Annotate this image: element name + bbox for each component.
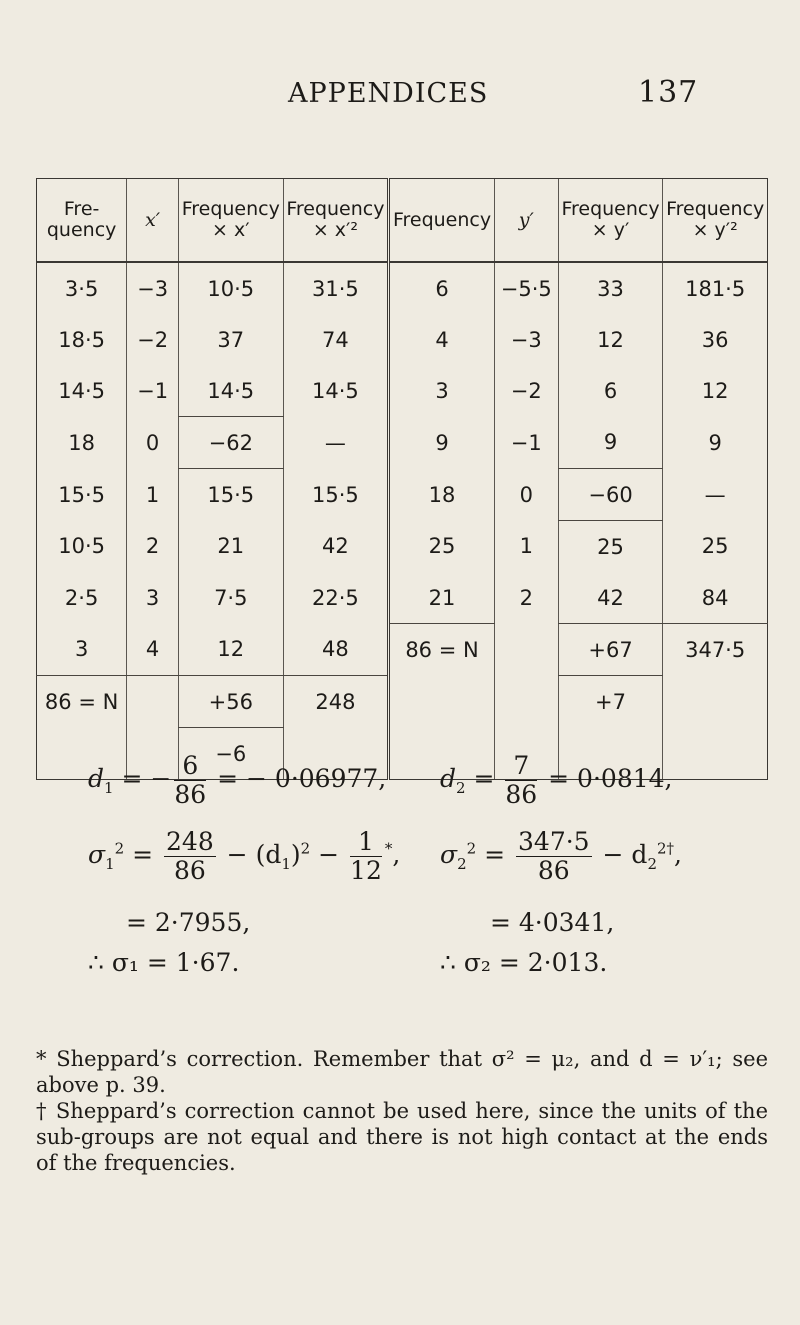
table-cell: 48 <box>283 624 389 676</box>
equation-d2: $d_2$ = $\frac{7}{86}$ = 0·0814, <box>440 751 673 809</box>
table-row <box>37 262 768 314</box>
table-cell: 3 <box>389 365 495 417</box>
equation-sigma2-result: ∴ σ₂ = 2·013. <box>440 948 608 977</box>
table-cell: 347·5 <box>663 624 768 676</box>
table-cell: 36 <box>663 314 768 365</box>
col-header-freq-times-x: Frequency × x′ <box>178 179 283 263</box>
col-header-frequency-x: Fre- quency <box>37 179 127 263</box>
col-header-freq-times-x2: Frequency × x′² <box>283 179 389 263</box>
table-cell: +7 <box>558 676 663 728</box>
table-cell: +56 <box>178 676 283 728</box>
table-cell: 37 <box>178 314 283 365</box>
table-cell: — <box>283 417 389 469</box>
footnote-marker-dagger: † <box>666 839 675 858</box>
table-cell: 15·5 <box>37 469 127 521</box>
table-cell: 10·5 <box>37 521 127 573</box>
footnote-star: * Sheppard’s correction. Remember that σ² = μ₂, and d = ν′₁; see above p. 39. <box>36 1047 768 1097</box>
table-cell: −1 <box>494 417 558 469</box>
table-cell <box>494 676 558 728</box>
table-cell: 18·5 <box>37 314 127 365</box>
table-cell: 2·5 <box>37 572 127 624</box>
table-cell: 12 <box>178 624 283 676</box>
col-header-y-prime: y′ <box>494 179 558 263</box>
table-cell: 0 <box>127 417 179 469</box>
table-row <box>37 624 768 676</box>
table-cell: −3 <box>127 262 179 314</box>
table-cell: 2 <box>127 521 179 573</box>
table-cell: 18 <box>37 417 127 469</box>
table-cell: 14·5 <box>37 365 127 417</box>
table-row <box>37 676 768 728</box>
footnote-dagger: † Sheppard’s correction cannot be used here, since the units of the sub-groups are not equal and there is not high contact at the ends of the frequencies. <box>36 1099 768 1175</box>
table-cell: 9 <box>663 417 768 469</box>
table-cell: −5·5 <box>494 262 558 314</box>
footnote-marker-star: * <box>384 839 393 858</box>
table-cell: 181·5 <box>663 262 768 314</box>
table-cell: — <box>663 469 768 521</box>
table-cell: 248 <box>283 676 389 728</box>
table-cell: 14·5 <box>283 365 389 417</box>
page-number: 137 <box>638 75 699 110</box>
table-cell: 12 <box>663 365 768 417</box>
table-cell: 86 = N <box>37 676 127 728</box>
table-row <box>37 314 768 365</box>
equation-sigma1-value: = 2·7955, <box>126 908 251 937</box>
table-cell: 15·5 <box>178 469 283 521</box>
page-header <box>0 75 800 118</box>
equation-sigma2-value: = 4·0341, <box>490 908 615 937</box>
table-cell: 10·5 <box>178 262 283 314</box>
table-row <box>37 417 768 469</box>
table-cell: −2 <box>494 365 558 417</box>
table-cell: −2 <box>127 314 179 365</box>
table-cell: 31·5 <box>283 262 389 314</box>
table-cell: 84 <box>663 572 768 624</box>
table-cell: 86 = N <box>389 624 495 676</box>
table-cell: 21 <box>178 521 283 573</box>
col-header-freq-times-y2: Frequency × y′² <box>663 179 768 263</box>
equation-d1: $d_1$ = − $\frac{6}{86}$ = − 0·06977, <box>88 751 387 809</box>
table-cell: 42 <box>558 572 663 624</box>
table-cell: 1 <box>494 521 558 573</box>
table-header-row <box>37 179 768 263</box>
table-cell: 2 <box>494 572 558 624</box>
running-title: APPENDICES <box>288 78 489 109</box>
table-cell: 33 <box>558 262 663 314</box>
footnotes <box>36 1046 768 1176</box>
table-cell <box>389 676 495 728</box>
table-cell <box>663 728 768 780</box>
table-cell: 3 <box>37 624 127 676</box>
table-cell: 18 <box>389 469 495 521</box>
col-header-freq-times-y: Frequency × y′ <box>558 179 663 263</box>
table-cell: −6 <box>178 728 283 780</box>
table-cell <box>127 676 179 728</box>
table-cell: 25 <box>663 521 768 573</box>
col-header-frequency-y: Frequency <box>389 179 495 263</box>
table-cell: 0 <box>494 469 558 521</box>
col-header-x-prime: x′ <box>127 179 179 263</box>
table-cell: 22·5 <box>283 572 389 624</box>
table-cell: +67 <box>558 624 663 676</box>
table-cell <box>494 624 558 676</box>
table-cell: 3 <box>127 572 179 624</box>
table-cell: 74 <box>283 314 389 365</box>
table-cell: 6 <box>558 365 663 417</box>
table-cell: 15·5 <box>283 469 389 521</box>
table-cell: 7·5 <box>178 572 283 624</box>
table-row <box>37 572 768 624</box>
table-cell: 9 <box>389 417 495 469</box>
table-row <box>37 365 768 417</box>
table-cell: 9 <box>558 417 663 469</box>
table-row <box>37 521 768 573</box>
table-cell: 6 <box>389 262 495 314</box>
table-cell: 12 <box>558 314 663 365</box>
table-cell: 4 <box>127 624 179 676</box>
equation-sigma2-squared: $\sigma_2^2$ = $\frac{347\cdot 5}{86}$ − $d_2^{2\dagger}$, <box>440 827 682 885</box>
table-cell <box>663 676 768 728</box>
table-cell: −3 <box>494 314 558 365</box>
equation-sigma1-squared: $\sigma_1^2$ = $\frac{248}{86}$ − $(d_1)^2$ − $\frac{1}{12}$ *, <box>88 827 401 885</box>
table-cell: 3·5 <box>37 262 127 314</box>
equation-sigma1-result: ∴ σ₁ = 1·67. <box>88 948 240 977</box>
table-cell: −60 <box>558 469 663 521</box>
table-cell: −62 <box>178 417 283 469</box>
table-cell: 1 <box>127 469 179 521</box>
table-cell: 25 <box>558 521 663 573</box>
table-cell: −1 <box>127 365 179 417</box>
table-cell: 4 <box>389 314 495 365</box>
table-cell: 25 <box>389 521 495 573</box>
table-cell: 14·5 <box>178 365 283 417</box>
table-row <box>37 469 768 521</box>
table-cell: 21 <box>389 572 495 624</box>
table-cell: 42 <box>283 521 389 573</box>
frequency-table <box>36 178 768 780</box>
